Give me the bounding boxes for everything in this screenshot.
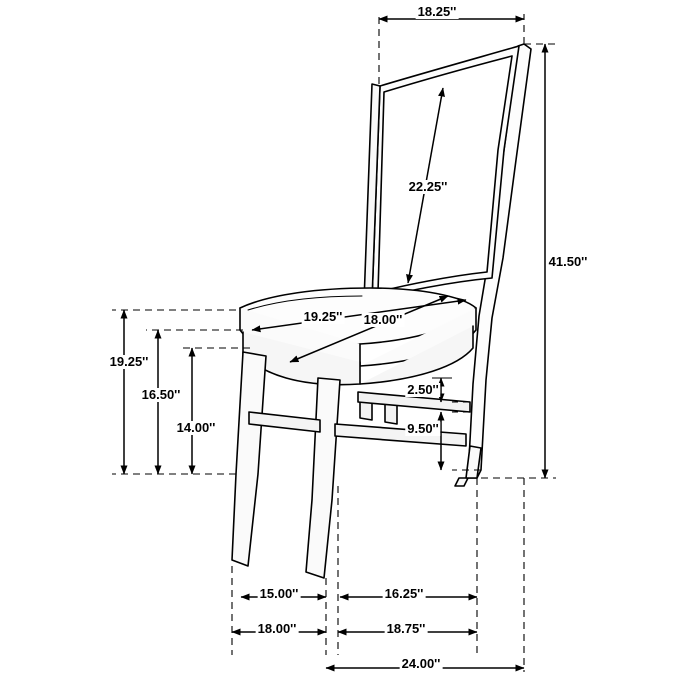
dim-label-front-base-span: 18.00''	[257, 621, 297, 636]
dim-label-rear-base-span: 18.75''	[386, 621, 426, 636]
dim-label-overall-height: 41.50''	[548, 254, 588, 269]
dim-label-back-height: 22.25''	[408, 179, 448, 194]
dim-label-stretcher-height: 9.50''	[407, 421, 439, 436]
dim-label-seat-width: 18.00''	[363, 312, 403, 327]
dim-label-rear-leg-span: 16.25''	[384, 586, 424, 601]
dim-label-back-width: 18.25''	[417, 4, 457, 19]
dim-label-seat-height-inner: 14.00''	[176, 420, 216, 435]
chair-illustration	[232, 44, 531, 578]
dim-label-seat-depth: 19.25''	[303, 309, 343, 324]
dim-label-seat-height-mid: 16.50''	[141, 387, 181, 402]
dim-label-stretcher-gap: 2.50''	[407, 382, 439, 397]
dim-label-overall-depth: 24.00''	[401, 656, 441, 671]
dim-label-seat-height-outer: 19.25''	[109, 354, 149, 369]
dim-label-front-leg-span: 15.00''	[259, 586, 299, 601]
